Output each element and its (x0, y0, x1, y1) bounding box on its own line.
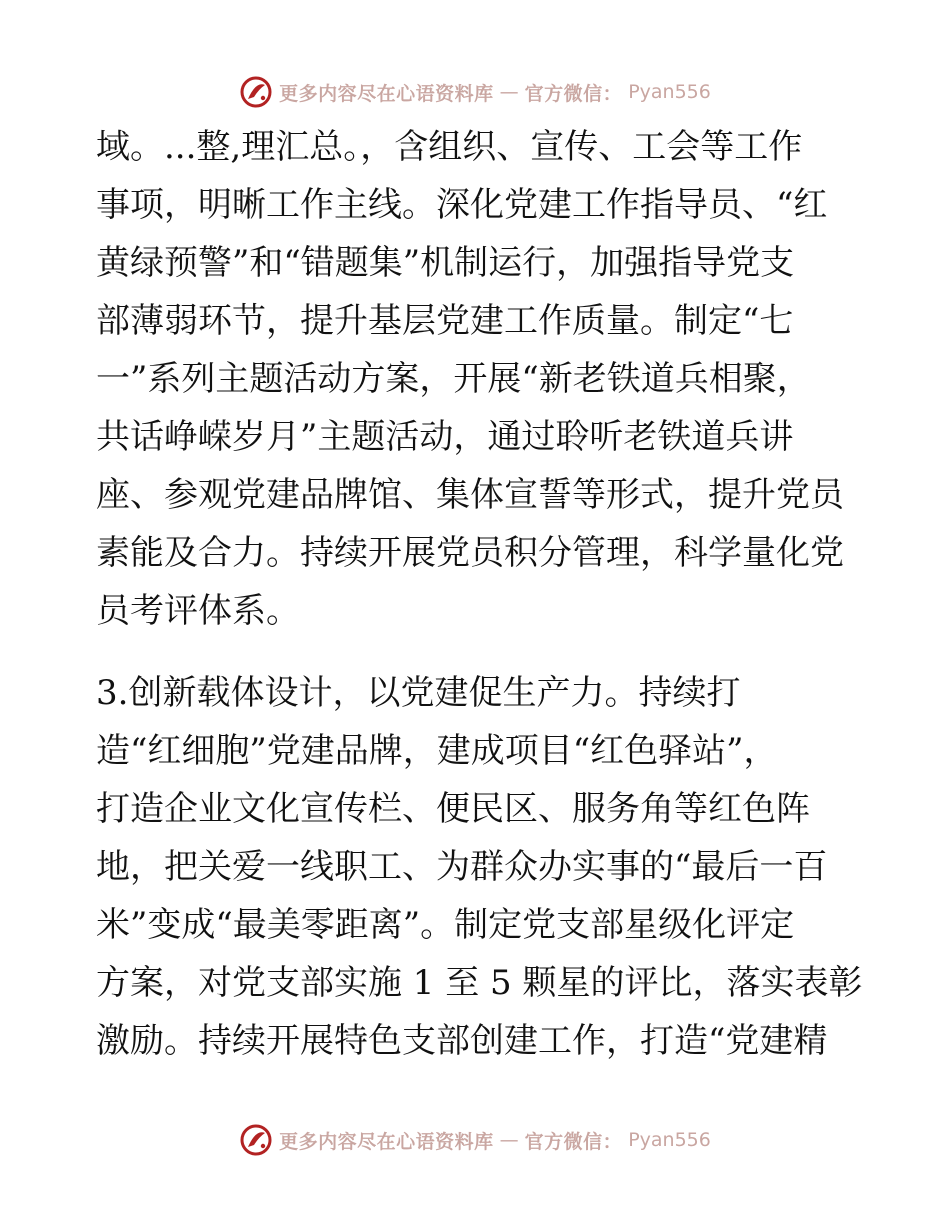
text-line: 域。...整,理汇总。，含组织、宣传、工会等工作 (96, 127, 803, 167)
watermark-contact-label: 官方微信： (524, 82, 623, 105)
text-line: 地，把关爱一线职工、为群众办实事的“最后一百 (96, 847, 828, 887)
text-line: 部薄弱环节，提升基层党建工作质量。制定“七 (96, 301, 794, 341)
watermark-text: 更多内容尽在心语资料库 (279, 1130, 494, 1153)
text-line: 造“红细胞”党建品牌，建成项目“红色驿站”， (96, 731, 778, 771)
watermark-dash: — (499, 81, 519, 103)
text-line: 事项，明晰工作主线。深化党建工作指导员、“红 (96, 185, 828, 225)
text-line: 方案，对党支部实施 1 至 5 颗星的评比，落实表彰 (96, 963, 863, 1003)
watermark-dash: — (499, 1129, 519, 1151)
text-line: 座、参观党建品牌馆、集体宣誓等形式，提升党员 (96, 475, 844, 515)
text-line: 共话峥嵘岁月”主题活动，通过聆听老铁道兵讲 (96, 417, 794, 457)
document-body (96, 118, 863, 1070)
watermark-contact-id: Pyan556 (628, 81, 711, 103)
red-ink-stamp-icon (239, 75, 273, 109)
paragraph-2 (96, 664, 863, 1070)
watermark-contact-id: Pyan556 (628, 1129, 711, 1151)
text-line: 一”系列主题活动方案，开展“新老铁道兵相聚， (96, 359, 811, 399)
red-ink-stamp-icon (239, 1123, 273, 1157)
text-line: 员考评体系。 (96, 591, 300, 631)
paragraph-1 (96, 118, 856, 640)
text-line: 素能及合力。持续开展党员积分管理，科学量化党 (96, 533, 844, 573)
watermark-contact-label: 官方微信： (524, 1130, 623, 1153)
text-line: 打造企业文化宣传栏、便民区、服务角等红色阵 (96, 789, 810, 829)
text-line: 3.创新载体设计，以党建促生产力。持续打 (96, 673, 741, 713)
header-watermark (0, 72, 950, 112)
text-line: 激励。持续开展特色支部创建工作，打造“党建精 (96, 1021, 828, 1061)
footer-watermark (0, 1120, 950, 1160)
text-line: 米”变成“最美零距离”。制定党支部星级化评定 (96, 905, 795, 945)
text-line: 黄绿预警”和“错题集”机制运行，加强指导党支 (96, 243, 795, 283)
watermark-text: 更多内容尽在心语资料库 (279, 82, 494, 105)
